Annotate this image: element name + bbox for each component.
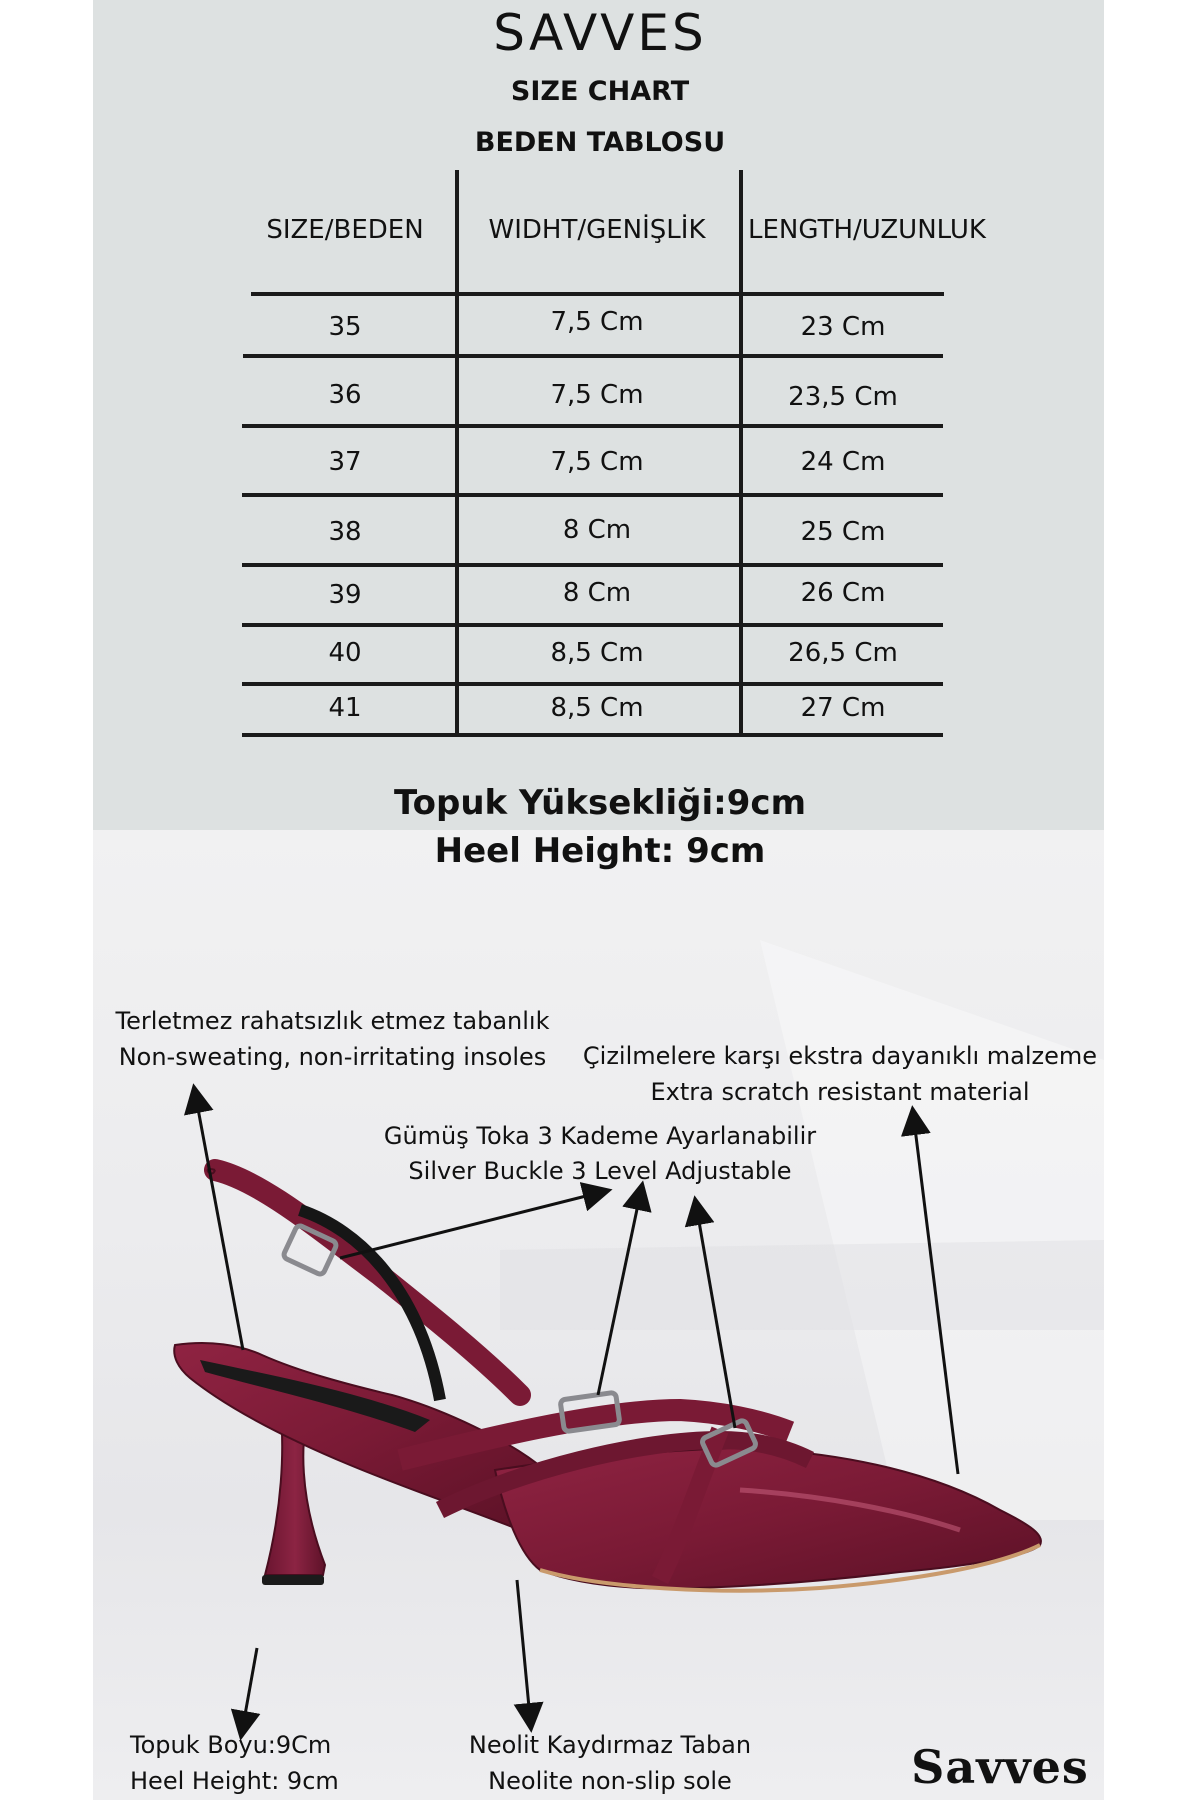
annotation-heel-en: Heel Height: 9cm <box>130 1767 339 1795</box>
table-cell-size: 41 <box>328 693 362 723</box>
table-cell-width: 7,5 Cm <box>550 380 644 410</box>
annotation-buckle-tr: Gümüş Toka 3 Kademe Ayarlanabilir <box>383 1122 817 1150</box>
annotation-heel-tr: Topuk Boyu:9Cm <box>130 1731 332 1759</box>
table-cell-length: 27 Cm <box>800 693 886 723</box>
table-cell-size: 37 <box>328 447 362 477</box>
table-cell-size: 39 <box>328 580 362 610</box>
table-header-length: LENGTH/UZUNLUK <box>748 215 986 245</box>
table-cell-length: 23 Cm <box>800 312 886 342</box>
table-cell-size: 40 <box>328 638 362 668</box>
table-cell-width: 8,5 Cm <box>550 638 644 668</box>
table-cell-size: 36 <box>328 380 362 410</box>
table-cell-width: 8 Cm <box>562 578 632 608</box>
annotation-buckle-en: Silver Buckle 3 Level Adjustable <box>408 1157 792 1185</box>
table-cell-width: 8,5 Cm <box>550 693 644 723</box>
table-cell-length: 26,5 Cm <box>788 638 898 668</box>
table-cell-length: 24 Cm <box>800 447 886 477</box>
annotation-material-tr: Çizilmelere karşı ekstra dayanıklı malzeme <box>582 1042 1098 1070</box>
heel-height-en: Heel Height: 9cm <box>434 831 766 871</box>
table-header-width: WIDHT/GENİŞLİK <box>488 215 706 245</box>
annotation-sole-en: Neolite non-slip sole <box>488 1767 732 1795</box>
table-cell-size: 35 <box>328 312 362 342</box>
heel-height-tr: Topuk Yüksekliği:9cm <box>393 783 807 823</box>
table-cell-width: 8 Cm <box>562 515 632 545</box>
table-cell-size: 38 <box>328 517 362 547</box>
annotation-sole-tr: Neolit Kaydırmaz Taban <box>468 1731 752 1759</box>
annotation-insole-en: Non-sweating, non-irritating insoles <box>118 1043 547 1071</box>
brand-logo-top: SAVVES <box>493 4 707 62</box>
chart-title-en: SIZE CHART <box>510 76 690 107</box>
table-cell-width: 7,5 Cm <box>550 307 644 337</box>
brand-logo-bottom: Savves <box>911 1740 1089 1794</box>
table-cell-length: 26 Cm <box>800 578 886 608</box>
annotation-insole-tr: Terletmez rahatsızlık etmez tabanlık <box>115 1007 550 1035</box>
annotation-material-en: Extra scratch resistant material <box>650 1078 1030 1106</box>
table-cell-length: 25 Cm <box>800 517 886 547</box>
table-cell-length: 23,5 Cm <box>788 382 898 412</box>
chart-title-tr: BEDEN TABLOSU <box>474 127 726 158</box>
table-cell-width: 7,5 Cm <box>550 447 644 477</box>
table-header-size: SIZE/BEDEN <box>266 215 424 245</box>
